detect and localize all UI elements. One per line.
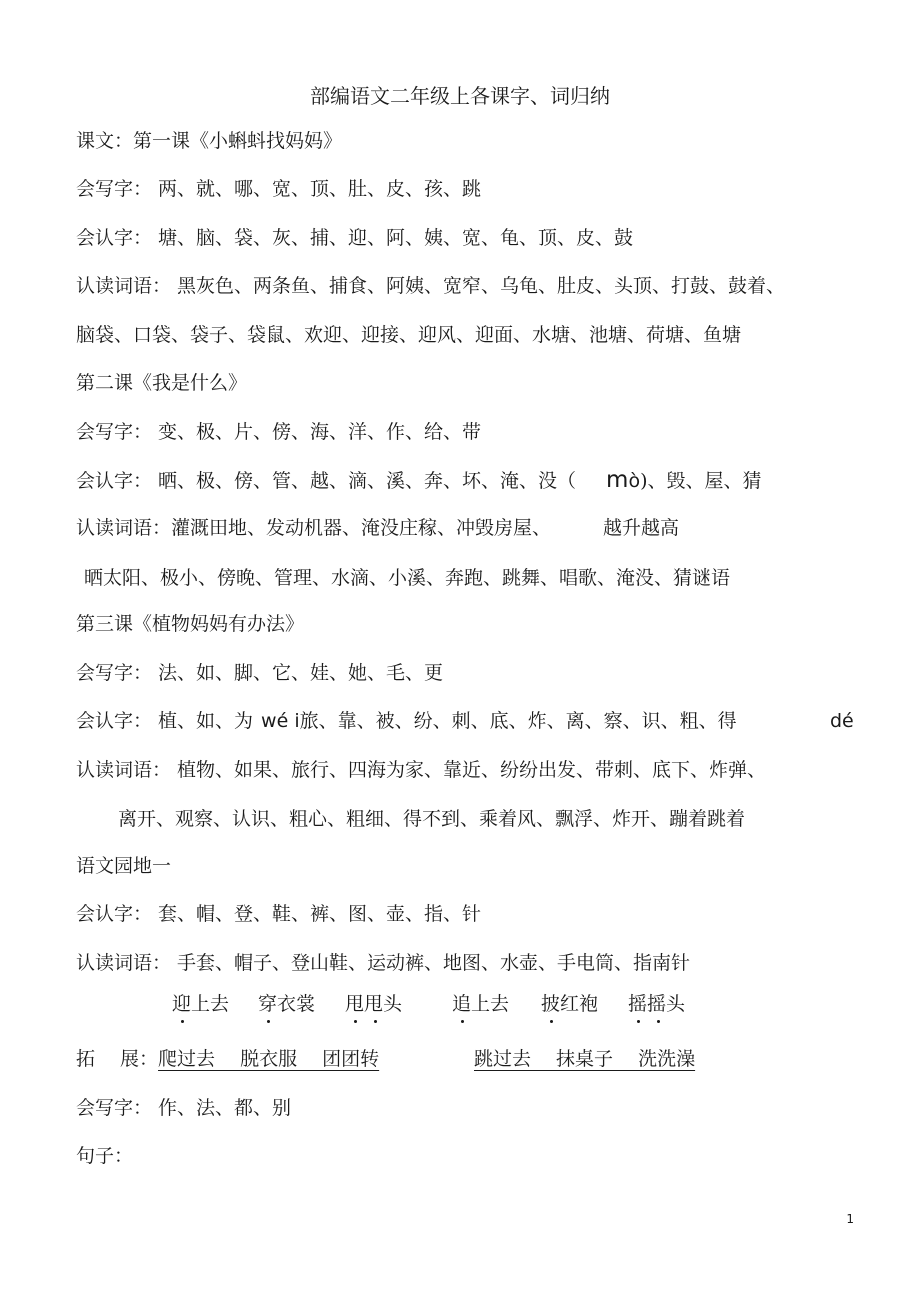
phrase-yao-yao-tou: 摇摇头 — [628, 993, 686, 1015]
lesson3-write: 会写字： 法、如、脚、它、娃、她、毛、更 — [76, 662, 444, 684]
lesson1-words-2: 脑袋、口袋、袋子、袋鼠、欢迎、迎接、迎风、迎面、水塘、池塘、荷塘、鱼塘 — [76, 324, 742, 346]
lesson2-words-1b: 越升越高 — [603, 517, 680, 539]
lesson2-words-2: 晒太阳、极小、傍晚、管理、水滴、小溪、奔跑、跳舞、唱歌、淹没、猜谜语 — [84, 567, 731, 589]
phrase-zhui-shang-qu: 追上去 — [452, 993, 510, 1015]
extend-label: 拓 展： — [76, 1048, 159, 1070]
pinyin-de: dé — [830, 710, 854, 732]
extend-group-2: 跳过去 抹桌子 洗洗澡 — [474, 1048, 696, 1070]
garden1-words: 认读词语： 手套、帽子、登山鞋、运动裤、地图、水壶、手电筒、指南针 — [76, 952, 691, 974]
lesson3-recognize-text-b: 旅、靠、被、纷、刺、底、炸、离、察、识、粗、得 — [299, 710, 737, 732]
lesson2-recognize-text-a: 会认字： 晒、极、傍、管、越、滴、溪、奔、坏、淹、没（ — [76, 470, 577, 492]
lesson3-recognize — [76, 708, 737, 734]
lesson3-words-1: 认读词语： 植物、如果、旅行、四海为家、靠近、纷纷出发、带刺、底下、炸弹、 — [76, 759, 767, 781]
phrase-pi-hong-pao: 披红袍 — [541, 993, 599, 1015]
lesson2-write: 会写字： 变、极、片、傍、海、洋、作、给、带 — [76, 421, 482, 443]
lesson3-words-2: 离开、观察、认识、粗心、粗细、得不到、乘着风、飘浮、炸开、蹦着跳着 — [118, 808, 746, 830]
phrase-chuan-yi-shang: 穿衣裳 — [258, 993, 316, 1015]
pinyin-mo-tone: ò — [628, 470, 641, 492]
lesson1-write: 会写字： 两、就、哪、宽、顶、肚、皮、孩、跳 — [76, 178, 482, 200]
lesson1-heading: 课文：第一课《小蝌蚪找妈妈》 — [76, 130, 343, 152]
lesson2-recognize-text-b: )、毁、屋、猜 — [640, 470, 762, 492]
lesson2-words-1 — [76, 515, 679, 541]
phrase-ying-shang-qu: 迎上去 — [172, 993, 230, 1015]
lesson2-words-1a: 认读词语：灌溉田地、发动机器、淹没庄稼、冲毁房屋、 — [76, 517, 552, 539]
garden1-recognize: 会认字： 套、帽、登、鞋、裤、图、壶、指、针 — [76, 903, 482, 925]
garden1-heading: 语文园地一 — [76, 855, 172, 877]
pinyin-mo-initial: m — [606, 467, 629, 493]
garden1-write: 会写字： 作、法、都、别 — [76, 1097, 292, 1119]
lesson2-recognize — [76, 467, 762, 494]
lesson3-recognize-text-a: 会认字： 植、如、为 — [76, 710, 254, 732]
lesson1-recognize: 会认字： 塘、脑、袋、灰、捕、迎、阿、姨、宽、龟、顶、皮、鼓 — [76, 227, 634, 249]
garden1-extend — [76, 1046, 379, 1072]
sentences-label: 句子： — [76, 1145, 134, 1167]
pinyin-wei: wé i — [261, 710, 300, 732]
phrase-shuai-shuai-tou: 甩甩头 — [345, 993, 403, 1015]
lesson2-heading: 第二课《我是什么》 — [76, 372, 248, 394]
page-title: 部编语文二年级上各课字、词归纳 — [310, 84, 610, 108]
extend-group-1: 爬过去 脱衣服 团团转 — [158, 1048, 380, 1070]
page-number: 1 — [846, 1212, 854, 1226]
lesson3-heading: 第三课《植物妈妈有办法》 — [76, 613, 305, 635]
lesson1-words-1: 认读词语： 黑灰色、两条鱼、捕食、阿姨、宽窄、乌龟、肚皮、头顶、打鼓、鼓着、 — [76, 275, 786, 297]
